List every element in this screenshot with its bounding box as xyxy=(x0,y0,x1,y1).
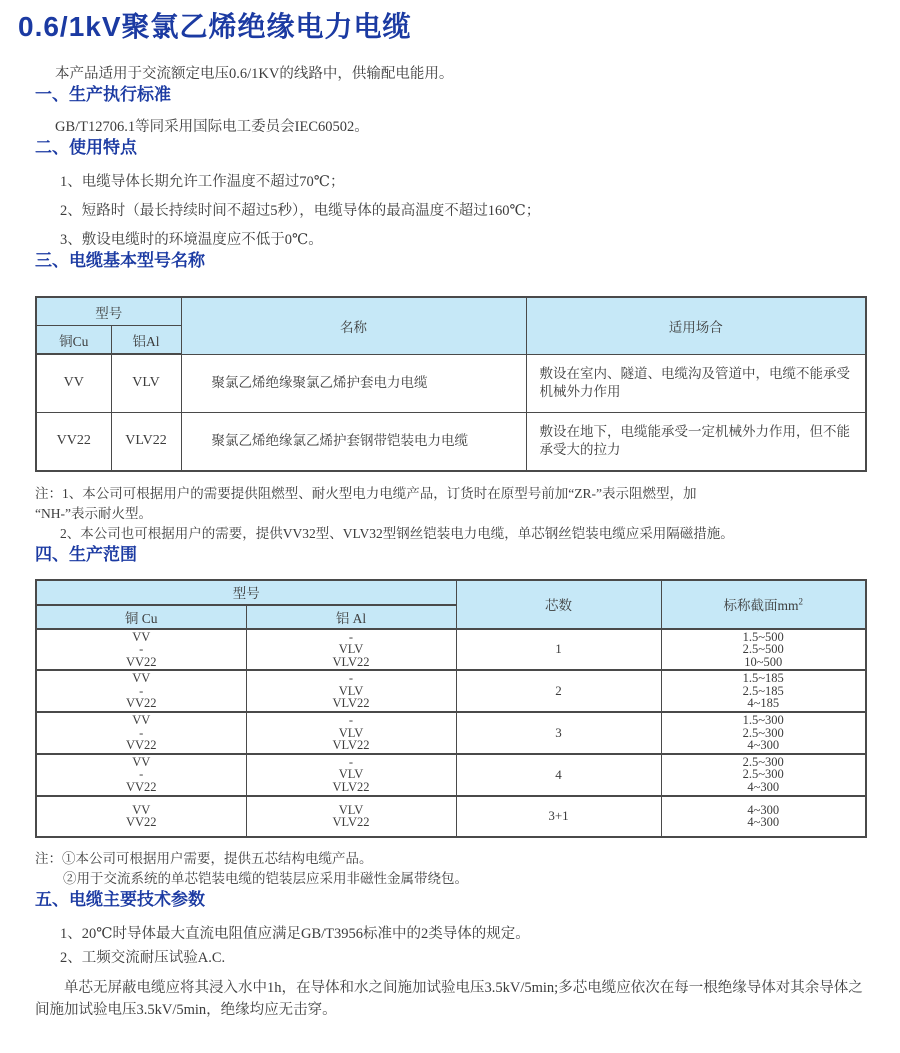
cell-core-count: 3 xyxy=(456,712,661,754)
note-line: 注：1、本公司可根据用户的需要提供阻燃型、耐火型电力电缆产品，订货时在原型号前加“ZR-”表示阻燃型，加 xyxy=(35,485,697,501)
cell-al-models: VLV VLV22 xyxy=(246,796,456,837)
header-copper: 铜 Cu xyxy=(36,605,246,629)
header-copper: 铜Cu xyxy=(36,326,111,355)
table-row xyxy=(36,629,866,671)
cell-al-models: - VLV VLV22 xyxy=(246,712,456,754)
cell-sections: 1.5~300 2.5~300 4~300 xyxy=(661,712,866,754)
cell-al-models: - VLV VLV22 xyxy=(246,670,456,712)
cell-sections: 2.5~300 2.5~300 4~300 xyxy=(661,754,866,796)
table2-notes xyxy=(35,849,865,889)
header-model: 型号 xyxy=(36,580,456,605)
table-header-row xyxy=(36,297,866,326)
header-cores: 芯数 xyxy=(456,580,661,629)
header-aluminum: 铝Al xyxy=(111,326,181,355)
cell-al-model: VLV xyxy=(111,354,181,412)
usage-feature-item: 1、电缆导体长期允许工作温度不超过70℃； xyxy=(60,174,345,190)
tech-param-item: 2、工频交流耐压试验A.C. xyxy=(60,949,226,966)
intro-paragraph: 本产品适用于交流额定电压0.6/1KV的线路中，供输配电能用。 xyxy=(55,66,454,82)
note-line: “NH-”表示耐火型。 xyxy=(35,505,152,521)
cell-cu-models: VV - VV22 xyxy=(36,712,246,754)
cell-sections: 4~300 4~300 xyxy=(661,796,866,837)
table-row xyxy=(36,754,866,796)
header-section xyxy=(661,580,866,629)
usage-feature-item: 2、短路时（最长持续时间不超过5秒），电缆导体的最高温度不超过160℃； xyxy=(60,203,541,219)
tech-param-item: 1、20℃时导体最大直流电阻值应满足GB/T3956标准中的2类导体的规定。 xyxy=(60,925,530,942)
cell-al-model: VLV22 xyxy=(111,412,181,471)
cell-cu-model: VV22 xyxy=(36,412,111,471)
cell-core-count: 1 xyxy=(456,629,661,671)
cell-core-count: 3+1 xyxy=(456,796,661,837)
note-line: 2、本公司也可根据用户的需要，提供VV32型、VLV32型钢丝铠装电力电缆，单芯钢丝铠装电缆应采用隔磁措施。 xyxy=(60,525,734,541)
cell-name: 聚氯乙烯绝缘聚氯乙烯护套电力电缆 xyxy=(181,354,526,412)
section-1-body: GB/T12706.1等同采用国际电工委员会IEC60502。 xyxy=(55,119,369,135)
header-model: 型号 xyxy=(36,297,181,326)
cell-application: 敷设在地下，电缆能承受一定机械外力作用，但不能承受大的拉力 xyxy=(526,412,866,471)
cell-sections: 1.5~500 2.5~500 10~500 xyxy=(661,629,866,671)
page-title: 0.6/1kV聚氯乙烯绝缘电力电缆 xyxy=(18,11,412,42)
cell-core-count: 4 xyxy=(456,754,661,796)
table1-notes xyxy=(35,484,865,544)
header-section-label: 标称截面mm xyxy=(723,598,799,613)
cell-name: 聚氯乙烯绝缘氯乙烯护套钢带铠装电力电缆 xyxy=(181,412,526,471)
cell-core-count: 2 xyxy=(456,670,661,712)
table-row xyxy=(36,796,866,837)
header-name: 名称 xyxy=(181,297,526,354)
section-1-heading: 一、生产执行标准 xyxy=(35,85,171,104)
cell-al-models: - VLV VLV22 xyxy=(246,754,456,796)
header-section-superscript: 2 xyxy=(798,596,803,607)
note-line: ②用于交流系统的单芯铠装电缆的铠装层应采用非磁性金属带绕包。 xyxy=(63,870,468,886)
table-row xyxy=(36,712,866,754)
cell-application: 敷设在室内、隧道、电缆沟及管道中，电缆不能承受机械外力作用 xyxy=(526,354,866,412)
cell-cu-models: VV - VV22 xyxy=(36,754,246,796)
cell-cu-model: VV xyxy=(36,354,111,412)
table-row xyxy=(36,670,866,712)
cell-cu-models: VV VV22 xyxy=(36,796,246,837)
cell-sections: 1.5~185 2.5~185 4~185 xyxy=(661,670,866,712)
table-row xyxy=(36,412,866,471)
header-aluminum: 铝 Al xyxy=(246,605,456,629)
table-header-row xyxy=(36,580,866,605)
model-name-table xyxy=(35,296,867,472)
section-3-heading: 三、电缆基本型号名称 xyxy=(35,251,205,270)
note-line: 注：①本公司可根据用户需要，提供五芯结构电缆产品。 xyxy=(35,850,373,866)
cell-al-models: - VLV VLV22 xyxy=(246,629,456,671)
cell-cu-models: VV - VV22 xyxy=(36,629,246,671)
production-range-table xyxy=(35,579,867,838)
section-5-heading: 五、电缆主要技术参数 xyxy=(35,889,205,909)
usage-feature-item: 3、敷设电缆时的环境温度应不低于0℃。 xyxy=(60,232,323,248)
table-row xyxy=(36,354,866,412)
tech-param-paragraph: 单芯无屏蔽电缆应将其浸入水中1h，在导体和水之间施加试验电压3.5kV/5min;多芯电缆应依次在每一根绝缘导体对其余导体之间施加试验电压3.5kV/5min，绝缘均应无击穿。 xyxy=(35,979,863,1018)
section-2-heading: 二、使用特点 xyxy=(35,138,137,157)
header-application: 适用场合 xyxy=(526,297,866,354)
section-4-heading: 四、生产范围 xyxy=(35,544,137,564)
cell-cu-models: VV - VV22 xyxy=(36,670,246,712)
